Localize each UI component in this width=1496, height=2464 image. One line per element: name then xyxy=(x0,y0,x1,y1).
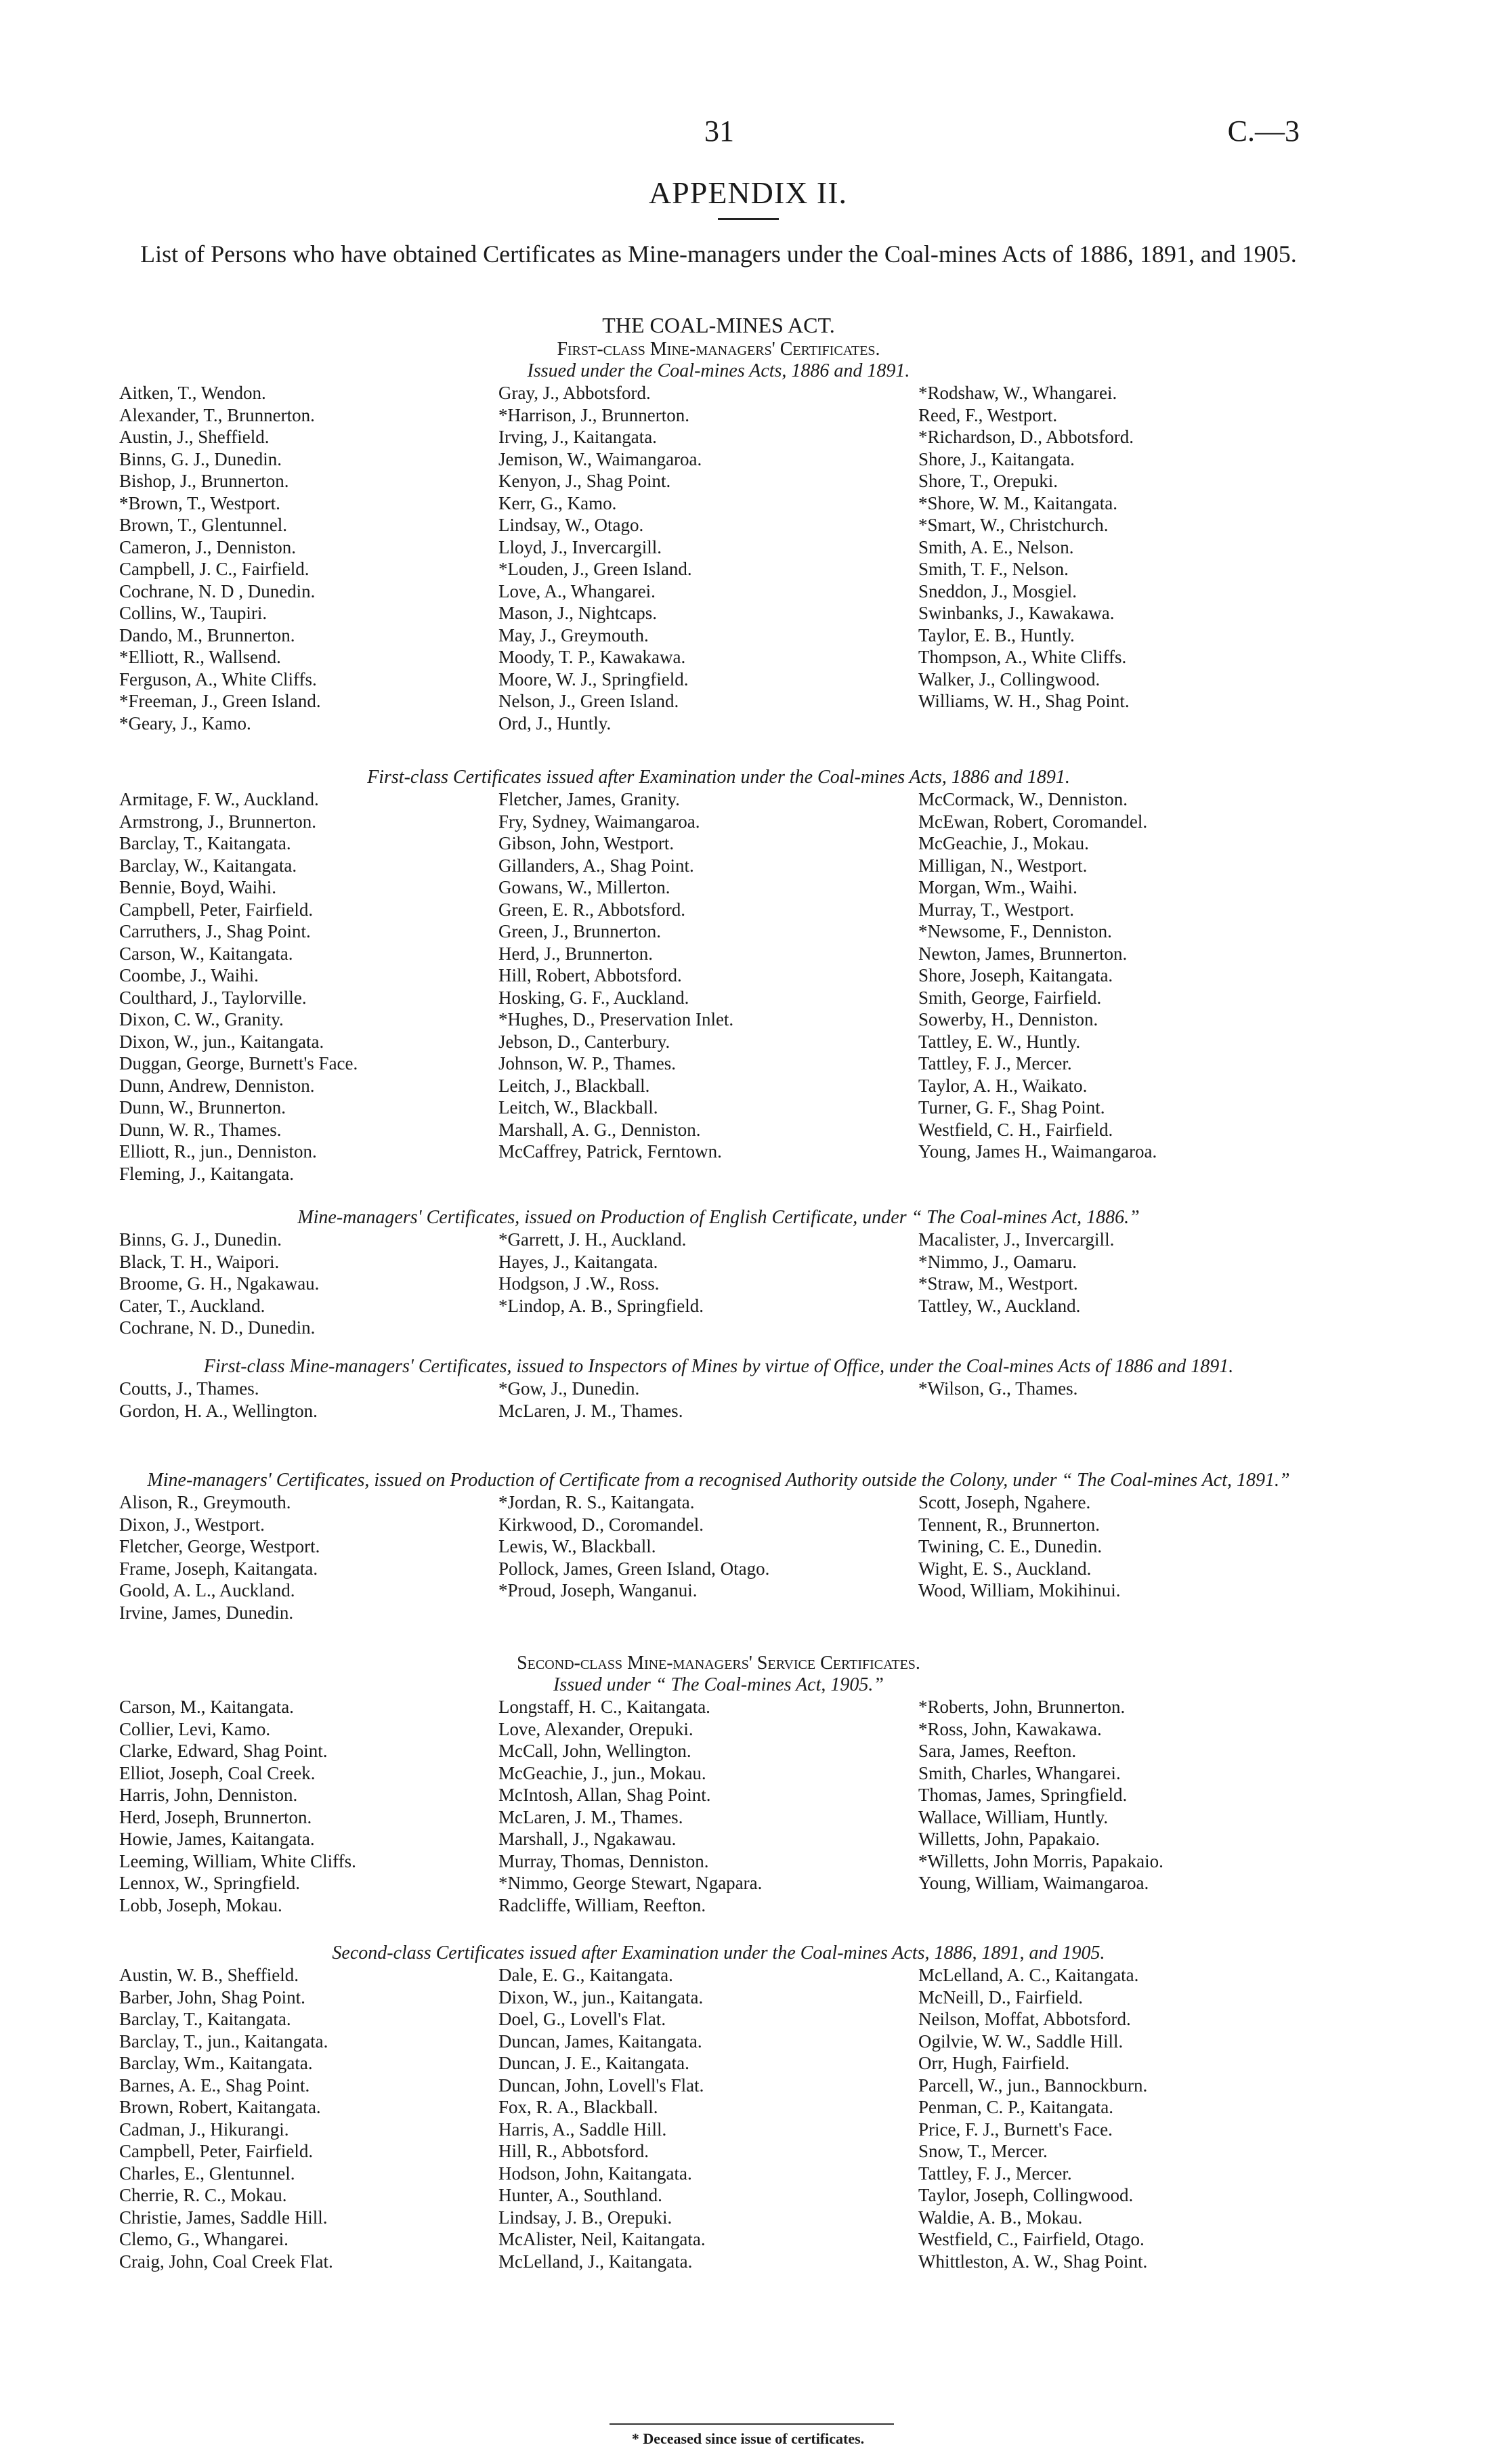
list-item: Dando, M., Brunnerton. xyxy=(119,624,295,645)
list-item: Smith, George, Fairfield. xyxy=(918,987,1102,1008)
column-2 xyxy=(498,1696,918,1916)
list-item: Howie, James, Kaitangata. xyxy=(119,1829,315,1849)
column-3 xyxy=(918,1964,1318,2272)
list-item: Leeming, William, White Cliffs. xyxy=(119,1850,356,1871)
list-item: Neilson, Moffat, Abbotsford. xyxy=(918,2009,1131,2029)
list-item: Hodson, John, Kaitangata. xyxy=(498,2163,692,2184)
name-columns xyxy=(119,1696,1318,1916)
list-item: Thomas, James, Springfield. xyxy=(918,1785,1128,1805)
list-item: Hodgson, J .W., Ross. xyxy=(498,1273,660,1294)
section-title: Second-class Mine-managers' Service Certificates. xyxy=(517,1653,920,1674)
list-item: Lobb, Joseph, Mokau. xyxy=(119,1894,282,1915)
list-item: *Shore, W. M., Kaitangata. xyxy=(918,492,1117,513)
list-item: McEwan, Robert, Coromandel. xyxy=(918,811,1148,832)
section-subtitle: Issued under “ The Coal-mines Act, 1905.” xyxy=(553,1674,884,1695)
list-item: Ogilvie, W. W., Saddle Hill. xyxy=(918,2031,1124,2052)
list-item: Collins, W., Taupiri. xyxy=(119,603,268,623)
name-columns xyxy=(119,1491,1318,1623)
intro-heading: List of Persons who have obtained Certificates as Mine-managers under the Coal-mines Acts of 1886, 1891, and 1905. xyxy=(140,240,1297,268)
column-3 xyxy=(918,1696,1318,1916)
list-item: Gibson, John, Westport. xyxy=(498,833,675,853)
list-item: *Brown, T., Westport. xyxy=(119,492,280,513)
column-3 xyxy=(918,788,1318,1185)
list-item: Duncan, John, Lovell's Flat. xyxy=(498,2075,704,2096)
list-item: Turner, G. F., Shag Point. xyxy=(918,1097,1105,1118)
list-item: Harris, A., Saddle Hill. xyxy=(498,2119,667,2140)
list-item: Johnson, W. P., Thames. xyxy=(498,1053,677,1074)
list-item: Frame, Joseph, Kaitangata. xyxy=(119,1558,318,1579)
appendix-title: APPENDIX II. xyxy=(648,175,848,210)
section-subtitle: First-class Mine-managers' Certificates, issued to Inspectors of Mines by virtue of Office, under the Coal-mines Acts of 1886 and 1891. xyxy=(203,1356,1234,1377)
section-subtitle: Issued under the Coal-mines Acts, 1886 and 1891. xyxy=(527,360,910,381)
list-item: Smith, T. F., Nelson. xyxy=(918,559,1069,579)
list-item: Duggan, George, Burnett's Face. xyxy=(119,1053,358,1074)
section-subtitle: Second-class Certificates issued after Examination under the Coal-mines Acts, 1886, 1891, and 1905. xyxy=(332,1942,1105,1963)
list-item: Wood, William, Mokihinui. xyxy=(918,1580,1121,1600)
list-item: Austin, J., Sheffield. xyxy=(119,427,270,447)
list-item: Longstaff, H. C., Kaitangata. xyxy=(498,1697,710,1717)
list-item: Aitken, T., Wendon. xyxy=(119,383,266,403)
list-item: Doel, G., Lovell's Flat. xyxy=(498,2009,666,2029)
list-item: Young, James H., Waimangaroa. xyxy=(918,1141,1157,1162)
list-item: Sara, James, Reefton. xyxy=(918,1741,1077,1761)
list-item: McCaffrey, Patrick, Ferntown. xyxy=(498,1141,722,1162)
column-2 xyxy=(498,788,918,1185)
list-item: Tattley, E. W., Huntly. xyxy=(918,1031,1081,1052)
list-item: Murray, T., Westport. xyxy=(918,899,1075,920)
footnote-rule xyxy=(610,2423,894,2425)
act-title: THE COAL-MINES ACT. xyxy=(602,313,835,337)
list-item: McNeill, D., Fairfield. xyxy=(918,1987,1083,2008)
list-item: Goold, A. L., Auckland. xyxy=(119,1580,295,1600)
list-item: Christie, James, Saddle Hill. xyxy=(119,2207,328,2228)
section-second-class-service xyxy=(119,1653,1318,1916)
list-item: Collier, Levi, Kamo. xyxy=(119,1718,271,1739)
list-item: Dale, E. G., Kaitangata. xyxy=(498,1965,673,1985)
document-reference: C.—3 xyxy=(1227,114,1300,148)
list-item: Smith, Charles, Whangarei. xyxy=(918,1762,1121,1783)
list-item: Whittleston, A. W., Shag Point. xyxy=(918,2251,1148,2272)
list-item: Armstrong, J., Brunnerton. xyxy=(119,811,316,832)
list-item: *Nimmo, George Stewart, Ngapara. xyxy=(498,1873,763,1893)
section-title: First-class Mine-managers' Certificates. xyxy=(557,339,880,360)
list-item: *Richardson, D., Abbotsford. xyxy=(918,427,1134,447)
list-item: McCall, John, Wellington. xyxy=(498,1741,691,1761)
list-item: Wallace, William, Huntly. xyxy=(918,1806,1109,1827)
column-3 xyxy=(918,1229,1318,1339)
list-item: Barclay, T., Kaitangata. xyxy=(119,833,291,853)
list-item: Shore, T., Orepuki. xyxy=(918,471,1058,491)
list-item: May, J., Greymouth. xyxy=(498,624,649,645)
list-item: Fleming, J., Kaitangata. xyxy=(119,1163,294,1184)
list-item: Dixon, J., Westport. xyxy=(119,1514,265,1535)
list-item: Young, William, Waimangaroa. xyxy=(918,1873,1149,1893)
list-item: Barclay, W., Kaitangata. xyxy=(119,855,297,876)
list-item: Westfield, C., Fairfield, Otago. xyxy=(918,2229,1145,2249)
list-item: Mason, J., Nightcaps. xyxy=(498,603,657,623)
section-english-certificate xyxy=(119,1207,1318,1339)
list-item: Nelson, J., Green Island. xyxy=(498,691,679,711)
list-item: Barclay, T., Kaitangata. xyxy=(119,2009,291,2029)
list-item: Gowans, W., Millerton. xyxy=(498,877,670,897)
list-item: Green, E. R., Abbotsford. xyxy=(498,899,685,920)
list-item: *Roberts, John, Brunnerton. xyxy=(918,1697,1126,1717)
list-item: Alexander, T., Brunnerton. xyxy=(119,404,315,425)
list-item: Pollock, James, Green Island, Otago. xyxy=(498,1558,770,1579)
list-item: Taylor, A. H., Waikato. xyxy=(918,1075,1088,1096)
list-item: Harris, John, Denniston. xyxy=(119,1785,298,1805)
list-item: Smith, A. E., Nelson. xyxy=(918,536,1074,557)
list-item: *Hughes, D., Preservation Inlet. xyxy=(498,1009,734,1029)
column-1 xyxy=(119,1378,498,1422)
section-recognised-authority xyxy=(119,1470,1318,1623)
name-columns xyxy=(119,1964,1318,2272)
list-item: Barclay, Wm., Kaitangata. xyxy=(119,2053,313,2073)
list-item: *Smart, W., Christchurch. xyxy=(918,515,1109,535)
list-item: *Freeman, J., Green Island. xyxy=(119,691,321,711)
list-item: Fletcher, George, Westport. xyxy=(119,1536,320,1556)
list-item: Bennie, Boyd, Waihi. xyxy=(119,877,277,897)
section-first-class xyxy=(119,339,1318,734)
list-item: Austin, W. B., Sheffield. xyxy=(119,1965,299,1985)
column-2 xyxy=(498,1378,918,1422)
column-1 xyxy=(119,1491,498,1623)
list-item: Tattley, F. J., Mercer. xyxy=(918,1053,1072,1074)
list-item: Cadman, J., Hikurangi. xyxy=(119,2119,289,2140)
list-item: Fry, Sydney, Waimangaroa. xyxy=(498,811,700,832)
list-item: *Elliott, R., Wallsend. xyxy=(119,647,281,667)
list-item: *Willetts, John Morris, Papakaio. xyxy=(918,1850,1163,1871)
list-item: Brown, T., Glentunnel. xyxy=(119,515,287,535)
list-item: McCormack, W., Denniston. xyxy=(918,789,1128,809)
list-item: Taylor, Joseph, Collingwood. xyxy=(918,2185,1134,2205)
list-item: Shore, J., Kaitangata. xyxy=(918,448,1075,469)
list-item: Charles, E., Glentunnel. xyxy=(119,2163,295,2184)
list-item: Scott, Joseph, Ngahere. xyxy=(918,1492,1091,1512)
list-item: Sneddon, J., Mosgiel. xyxy=(918,580,1077,601)
list-item: Kerr, G., Kamo. xyxy=(498,492,617,513)
list-item: Armitage, F. W., Auckland. xyxy=(119,789,319,809)
section-subtitle: First-class Certificates issued after Examination under the Coal-mines Acts, 1886 and 1891. xyxy=(367,767,1070,788)
list-item: Radcliffe, William, Reefton. xyxy=(498,1894,706,1915)
list-item: Coutts, J., Thames. xyxy=(119,1378,259,1399)
list-item: Fox, R. A., Blackball. xyxy=(498,2097,658,2117)
list-item: Clemo, G., Whangarei. xyxy=(119,2229,288,2249)
list-item: Elliott, R., jun., Denniston. xyxy=(119,1141,317,1162)
list-item: Gordon, H. A., Wellington. xyxy=(119,1400,318,1421)
list-item: Lindsay, W., Otago. xyxy=(498,515,644,535)
list-item: Hayes, J., Kaitangata. xyxy=(498,1251,658,1272)
list-item: *Harrison, J., Brunnerton. xyxy=(498,404,689,425)
list-item: Price, F. J., Burnett's Face. xyxy=(918,2119,1113,2140)
list-item: Gray, J., Abbotsford. xyxy=(498,383,651,403)
list-item: *Nimmo, J., Oamaru. xyxy=(918,1251,1077,1272)
column-1 xyxy=(119,788,498,1185)
list-item: Tattley, W., Auckland. xyxy=(918,1295,1081,1316)
list-item: *Rodshaw, W., Whangarei. xyxy=(918,383,1117,403)
name-columns xyxy=(119,1229,1318,1339)
list-item: Irving, J., Kaitangata. xyxy=(498,427,657,447)
column-1 xyxy=(119,382,498,734)
column-2 xyxy=(498,1964,918,2272)
name-columns xyxy=(119,788,1318,1185)
list-item: *Ross, John, Kawakawa. xyxy=(918,1718,1102,1739)
list-item: *Louden, J., Green Island. xyxy=(498,559,692,579)
list-item: Marshall, A. G., Denniston. xyxy=(498,1119,701,1140)
list-item: Penman, C. P., Kaitangata. xyxy=(918,2097,1113,2117)
list-item: Binns, G. J., Dunedin. xyxy=(119,1229,282,1250)
list-item: Herd, J., Brunnerton. xyxy=(498,943,653,964)
list-item: Dunn, W. R., Thames. xyxy=(119,1119,282,1140)
section-subtitle: Mine-managers' Certificates, issued on Production of English Certificate, under “ The Coal-mines Act, 1886.” xyxy=(297,1207,1140,1228)
list-item: *Straw, M., Westport. xyxy=(918,1273,1078,1294)
list-item: Orr, Hugh, Fairfield. xyxy=(918,2053,1070,2073)
list-item: Williams, W. H., Shag Point. xyxy=(918,691,1130,711)
list-item: Macalister, J., Invercargill. xyxy=(918,1229,1115,1250)
list-item: Westfield, C. H., Fairfield. xyxy=(918,1119,1113,1140)
list-item: Moody, T. P., Kawakawa. xyxy=(498,647,686,667)
list-item: *Wilson, G., Thames. xyxy=(918,1378,1078,1399)
list-item: McIntosh, Allan, Shag Point. xyxy=(498,1785,711,1805)
list-item: Clarke, Edward, Shag Point. xyxy=(119,1741,328,1761)
list-item: Sowerby, H., Denniston. xyxy=(918,1009,1098,1029)
list-item: Cochrane, N. D., Dunedin. xyxy=(119,1317,316,1338)
list-item: Broome, G. H., Ngakawau. xyxy=(119,1273,320,1294)
list-item: McLaren, J. M., Thames. xyxy=(498,1806,683,1827)
list-item: Campbell, J. C., Fairfield. xyxy=(119,559,309,579)
list-item: Love, A., Whangarei. xyxy=(498,580,656,601)
list-item: Hill, R., Abbotsford. xyxy=(498,2141,649,2161)
name-columns xyxy=(119,382,1318,734)
list-item: Hill, Robert, Abbotsford. xyxy=(498,965,682,985)
list-item: Dixon, W., jun., Kaitangata. xyxy=(119,1031,324,1052)
list-item: Walker, J., Collingwood. xyxy=(918,668,1100,689)
list-item: *Gow, J., Dunedin. xyxy=(498,1378,640,1399)
section-second-class-examination xyxy=(119,1942,1318,2272)
section-subtitle: Mine-managers' Certificates, issued on Production of Certificate from a recognised Authority outside the Colony, under “ The Coal-mines Act, 1891.” xyxy=(147,1470,1290,1491)
list-item: Duncan, J. E., Kaitangata. xyxy=(498,2053,689,2073)
list-item: Leitch, W., Blackball. xyxy=(498,1097,658,1118)
list-item: *Newsome, F., Denniston. xyxy=(918,921,1112,941)
list-item: Coulthard, J., Taylorville. xyxy=(119,987,307,1008)
column-3 xyxy=(918,1491,1318,1623)
list-item: *Jordan, R. S., Kaitangata. xyxy=(498,1492,695,1512)
list-item: Jemison, W., Waimangaroa. xyxy=(498,448,702,469)
list-item: Leitch, J., Blackball. xyxy=(498,1075,650,1096)
list-item: *Geary, J., Kamo. xyxy=(119,713,251,734)
column-2 xyxy=(498,382,918,734)
list-item: Coombe, J., Waihi. xyxy=(119,965,259,985)
list-item: Bishop, J., Brunnerton. xyxy=(119,471,289,491)
column-2 xyxy=(498,1491,918,1623)
column-1 xyxy=(119,1696,498,1916)
list-item: Morgan, Wm., Waihi. xyxy=(918,877,1077,897)
section-inspectors xyxy=(119,1356,1318,1422)
list-item: Campbell, Peter, Fairfield. xyxy=(119,899,314,920)
list-item: Wight, E. S., Auckland. xyxy=(918,1558,1092,1579)
list-item: Carruthers, J., Shag Point. xyxy=(119,921,311,941)
list-item: Hunter, A., Southland. xyxy=(498,2185,662,2205)
list-item: Cherrie, R. C., Mokau. xyxy=(119,2185,287,2205)
list-item: Marshall, J., Ngakawau. xyxy=(498,1829,677,1849)
list-item: Twining, C. E., Dunedin. xyxy=(918,1536,1103,1556)
list-item: Hosking, G. F., Auckland. xyxy=(498,987,689,1008)
list-item: Cater, T., Auckland. xyxy=(119,1295,265,1316)
list-item: Milligan, N., Westport. xyxy=(918,855,1088,876)
list-item: Lindsay, J. B., Orepuki. xyxy=(498,2207,672,2228)
list-item: Ferguson, A., White Cliffs. xyxy=(119,668,317,689)
list-item: Brown, Robert, Kaitangata. xyxy=(119,2097,321,2117)
list-item: Parcell, W., jun., Bannockburn. xyxy=(918,2075,1148,2096)
list-item: Dunn, Andrew, Denniston. xyxy=(119,1075,315,1096)
list-item: Herd, Joseph, Brunnerton. xyxy=(119,1806,312,1827)
list-item: Green, J., Brunnerton. xyxy=(498,921,661,941)
list-item: Kirkwood, D., Coromandel. xyxy=(498,1514,704,1535)
list-item: Barnes, A. E., Shag Point. xyxy=(119,2075,310,2096)
list-item: Alison, R., Greymouth. xyxy=(119,1492,291,1512)
list-item: Ord, J., Huntly. xyxy=(498,713,612,734)
title-rule xyxy=(718,218,779,220)
list-item: McLaren, J. M., Thames. xyxy=(498,1400,683,1421)
list-item: Willetts, John, Papakaio. xyxy=(918,1829,1100,1849)
list-item: Craig, John, Coal Creek Flat. xyxy=(119,2251,333,2272)
list-item: Waldie, A. B., Mokau. xyxy=(918,2207,1083,2228)
list-item: Campbell, Peter, Fairfield. xyxy=(119,2141,314,2161)
list-item: Carson, W., Kaitangata. xyxy=(119,943,293,964)
section-first-class-examination xyxy=(119,767,1318,1185)
list-item: Reed, F., Westport. xyxy=(918,404,1058,425)
column-3 xyxy=(918,382,1318,734)
list-item: McLelland, J., Kaitangata. xyxy=(498,2251,693,2272)
list-item: Moore, W. J., Springfield. xyxy=(498,668,689,689)
list-item: Jebson, D., Canterbury. xyxy=(498,1031,670,1052)
list-item: Kenyon, J., Shag Point. xyxy=(498,471,671,491)
list-item: Dixon, W., jun., Kaitangata. xyxy=(498,1987,704,2008)
list-item: Newton, James, Brunnerton. xyxy=(918,943,1128,964)
list-item: Elliot, Joseph, Coal Creek. xyxy=(119,1762,316,1783)
list-item: Lewis, W., Blackball. xyxy=(498,1536,656,1556)
column-1 xyxy=(119,1229,498,1339)
list-item: *Garrett, J. H., Auckland. xyxy=(498,1229,687,1250)
list-item: Love, Alexander, Orepuki. xyxy=(498,1718,693,1739)
list-item: Lloyd, J., Invercargill. xyxy=(498,536,662,557)
list-item: Swinbanks, J., Kawakawa. xyxy=(918,603,1115,623)
column-3 xyxy=(918,1378,1318,1422)
act-title-block xyxy=(119,313,1318,338)
name-columns xyxy=(119,1378,1318,1422)
list-item: Snow, T., Mercer. xyxy=(918,2141,1048,2161)
list-item: Thompson, A., White Cliffs. xyxy=(918,647,1127,667)
list-item: McLelland, A. C., Kaitangata. xyxy=(918,1965,1139,1985)
list-item: *Proud, Joseph, Wanganui. xyxy=(498,1580,698,1600)
list-item: Shore, Joseph, Kaitangata. xyxy=(918,965,1113,985)
list-item: Cochrane, N. D , Dunedin. xyxy=(119,580,316,601)
list-item: McGeachie, J., jun., Mokau. xyxy=(498,1762,706,1783)
list-item: Barclay, T., jun., Kaitangata. xyxy=(119,2031,328,2052)
list-item: Taylor, E. B., Huntly. xyxy=(918,624,1075,645)
footnote: * Deceased since issue of certificates. xyxy=(631,2430,865,2447)
list-item: McAlister, Neil, Kaitangata. xyxy=(498,2229,706,2249)
list-item: Black, T. H., Waipori. xyxy=(119,1251,280,1272)
list-item: Binns, G. J., Dunedin. xyxy=(119,448,282,469)
column-1 xyxy=(119,1964,498,2272)
list-item: Barber, John, Shag Point. xyxy=(119,1987,305,2008)
list-item: Dixon, C. W., Granity. xyxy=(119,1009,284,1029)
list-item: Fletcher, James, Granity. xyxy=(498,789,680,809)
page-number: 31 xyxy=(704,114,734,148)
list-item: Dunn, W., Brunnerton. xyxy=(119,1097,286,1118)
list-item: Cameron, J., Denniston. xyxy=(119,536,296,557)
list-item: Irvine, James, Dunedin. xyxy=(119,1602,294,1623)
list-item: *Lindop, A. B., Springfield. xyxy=(498,1295,704,1316)
list-item: Carson, M., Kaitangata. xyxy=(119,1697,294,1717)
list-item: McGeachie, J., Mokau. xyxy=(918,833,1089,853)
list-item: Gillanders, A., Shag Point. xyxy=(498,855,694,876)
column-2 xyxy=(498,1229,918,1339)
list-item: Tennent, R., Brunnerton. xyxy=(918,1514,1100,1535)
list-item: Lennox, W., Springfield. xyxy=(119,1873,300,1893)
list-item: Tattley, F. J., Mercer. xyxy=(918,2163,1072,2184)
list-item: Duncan, James, Kaitangata. xyxy=(498,2031,702,2052)
list-item: Murray, Thomas, Denniston. xyxy=(498,1850,709,1871)
